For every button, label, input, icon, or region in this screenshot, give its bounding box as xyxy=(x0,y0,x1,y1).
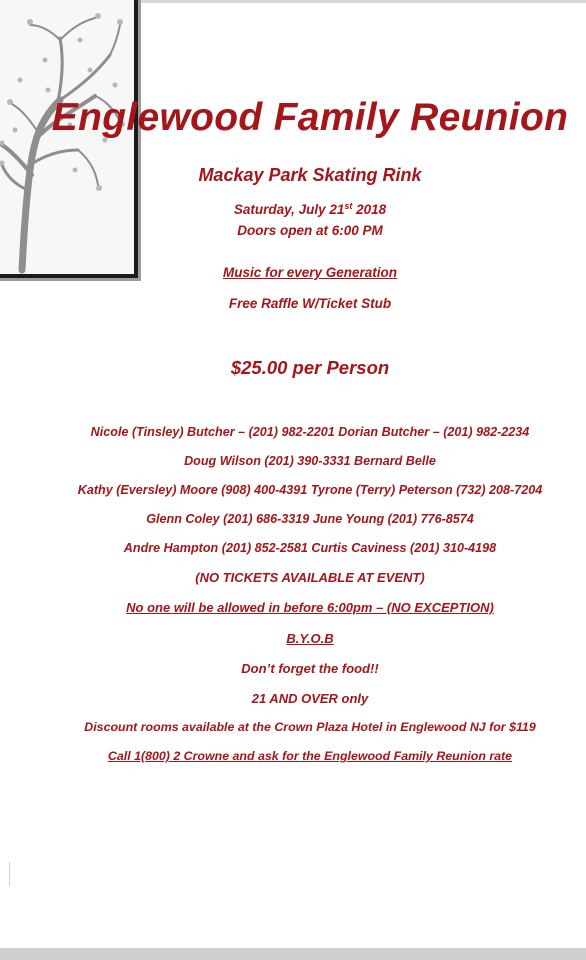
entry-time-note: No one will be allowed in before 6:00pm – (NO EXCEPTION) xyxy=(126,600,494,615)
contact-line: Kathy (Eversley) Moore (908) 400-4391 Tyrone (Terry) Peterson (732) 208-7204 xyxy=(77,483,543,497)
ticket-price: $25.00 per Person xyxy=(230,357,390,378)
bottom-border xyxy=(0,948,586,960)
hotel-call-note: Call 1(800) 2 Crowne and ask for the Englewood Family Reunion rate xyxy=(107,749,513,763)
age-note: 21 AND OVER only xyxy=(251,691,369,706)
no-tickets-note: (NO TICKETS AVAILABLE AT EVENT) xyxy=(195,570,425,585)
contact-line: Doug Wilson (201) 390-3331 Bernard Belle xyxy=(184,454,436,468)
contact-line: Nicole (Tinsley) Butcher – (201) 982-2201 Dorian Butcher – (201) 982-2234 xyxy=(90,425,530,439)
contact-line: Glenn Coley (201) 686-3319 June Young (201) 776-8574 xyxy=(146,512,474,526)
doors-open: Doors open at 6:00 PM xyxy=(237,223,383,238)
event-title: Englewood Family Reunion xyxy=(51,96,569,139)
byob-note: B.Y.O.B xyxy=(286,631,334,646)
hotel-note: Discount rooms available at the Crown Plaza Hotel in Englewood NJ for $119 xyxy=(84,720,536,734)
date-main: Saturday, July 21 xyxy=(233,202,345,217)
raffle-line: Free Raffle W/Ticket Stub xyxy=(228,296,392,311)
food-note: Don’t forget the food!! xyxy=(241,661,379,676)
date-year: 2018 xyxy=(352,202,387,217)
music-line: Music for every Generation xyxy=(222,265,398,280)
page-edge-mark xyxy=(0,862,10,886)
event-date xyxy=(0,201,586,217)
venue: Mackay Park Skating Rink xyxy=(198,165,422,185)
contact-line: Andre Hampton (201) 852-2581 Curtis Caviness (201) 310-4198 xyxy=(123,541,497,555)
date-ordinal: st xyxy=(344,201,353,211)
